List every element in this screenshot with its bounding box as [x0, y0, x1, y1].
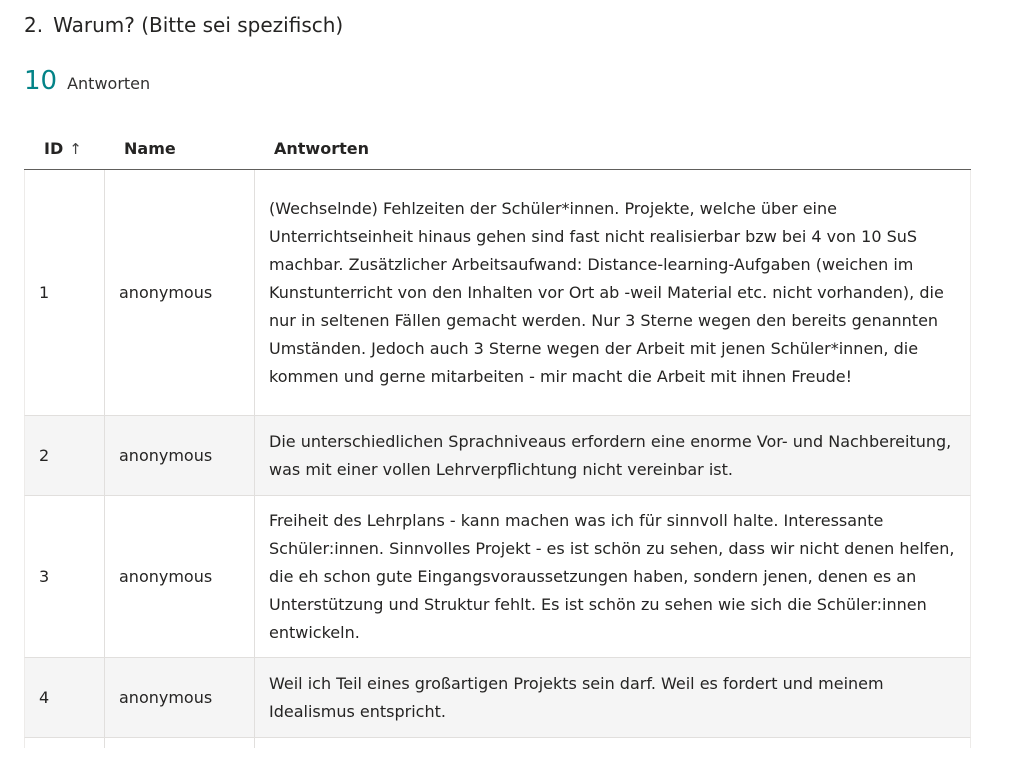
cell-id: 4	[25, 658, 105, 737]
cell-answer-empty	[255, 738, 970, 748]
column-header-answers-label: Antworten	[274, 139, 369, 158]
arrow-up-icon: ↑	[69, 139, 82, 158]
question-number: 2.	[24, 13, 44, 37]
response-summary	[24, 64, 150, 98]
question-text: Warum? (Bitte sei spezifisch)	[53, 13, 344, 37]
cell-answer: Freiheit des Lehrplans - kann machen was ich für sinnvoll halte. Interessante Schüler:innen. Sinnvolles Projekt - es ist schön zu sehen, dass wir nicht denen helfen, die eh schon gute Eingangsvoraussetzungen haben, sondern jenen, denen es an Unterstützung und Struktur fehlt. Es ist schön zu sehen wie sich die Schüler:innen entwickeln.	[269, 510, 955, 642]
cell-name: anonymous	[105, 658, 255, 737]
cell-answer: (Wechselnde) Fehlzeiten der Schüler*innen. Projekte, welche über eine Unterrichtseinheit hinaus gehen sind fast nicht realisierbar bzw bei 4 von 10 SuS machbar. Zusätzlicher Arbeitsaufwand: Distance-learning-Aufgaben (weichen im Kunstunterricht von den Inhalten vor Ort ab -weil Material etc. nicht vorhanden), die nur in seltenen Fällen gemacht werden. Nur 3 Sterne wegen den bereits genannten Umständen. Jedoch auch 3 Sterne wegen der Arbeit mit jenen Schüler*innen, die kommen und gerne mitarbeiten - mir macht die Arbeit mit ihnen Freude!	[269, 198, 944, 386]
cell-id-empty	[25, 738, 105, 748]
cell-answer: Die unterschiedlichen Sprachniveaus erfordern eine enorme Vor- und Nachbereitung, was mit einer vollen Lehrverpflichtung nicht vereinbar ist.	[269, 431, 952, 479]
cell-answer: Weil ich Teil eines großartigen Projekts sein darf. Weil es fordert und meinem Idealismus entspricht.	[269, 673, 884, 721]
cell-name: anonymous	[105, 416, 255, 495]
column-header-name[interactable]	[104, 128, 254, 169]
column-header-answers[interactable]	[254, 128, 971, 169]
cell-id: 1	[25, 170, 105, 415]
question-title	[24, 10, 343, 40]
table-row[interactable]	[24, 170, 971, 416]
table-row-partial[interactable]	[24, 738, 971, 748]
table-header	[24, 128, 971, 170]
cell-name-empty	[105, 738, 255, 748]
cell-name: anonymous	[105, 496, 255, 657]
column-header-name-label: Name	[124, 139, 176, 158]
response-count-label: Antworten	[67, 74, 151, 93]
cell-name: anonymous	[105, 170, 255, 415]
table-row[interactable]	[24, 496, 971, 658]
responses-table	[24, 128, 971, 748]
column-header-id-label: ID	[44, 139, 64, 158]
cell-id: 3	[25, 496, 105, 657]
table-row[interactable]	[24, 658, 971, 738]
table-row[interactable]	[24, 416, 971, 496]
cell-id: 2	[25, 416, 105, 495]
column-header-id[interactable]	[24, 128, 104, 169]
response-count: 10	[24, 66, 58, 96]
